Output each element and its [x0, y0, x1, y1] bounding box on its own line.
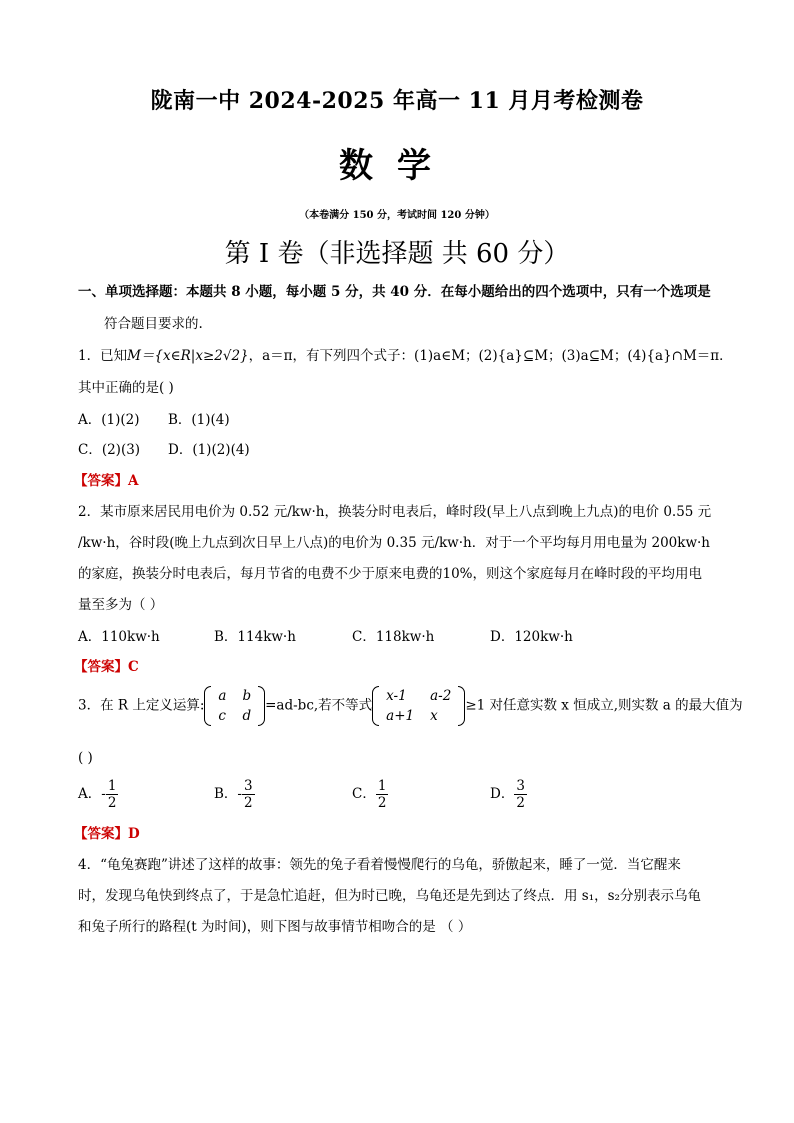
part-heading: 第 I 卷（非选择题 共 60 分） [224, 239, 570, 269]
q2-option-a: A．110kw·h [78, 629, 160, 645]
q3-answer-label: 【答案】 [74, 826, 128, 842]
q3-m1-b: b [242, 688, 252, 704]
q3-answer-value: D [128, 826, 140, 842]
q2-option-b: B．114kw·h [214, 629, 296, 645]
q3-m1-a: a [218, 688, 227, 704]
q4-line1: 4．“龟兔赛跑”讲述了这样的故事：领先的兔子看着慢慢爬行的乌龟，骄傲起来，睡了一觉．当它醒来 [78, 857, 681, 873]
q3-mid: =ad-bc,若不等式 [265, 697, 373, 714]
q3-m2-21: a+1 [386, 708, 415, 724]
q3-option-d-den: 2 [516, 795, 525, 811]
q3-line1 [78, 686, 743, 726]
q3-matrix-def [204, 686, 265, 726]
q1-lead: 1．已知 [78, 348, 128, 364]
q1-answer-label: 【答案】 [74, 473, 128, 489]
q3-option-d-fraction [514, 778, 527, 811]
section1-heading [78, 280, 711, 300]
q1-statements: ，a＝π，有下列四个式子：(1)a∈M；(2){a}⊆M；(3)a⊆M；(4){a}∩M＝π． [248, 348, 733, 364]
q2-answer [74, 655, 139, 675]
section1-heading-line2-text: 符合题目要求的. [104, 316, 203, 332]
q2-answer-label: 【答案】 [74, 659, 128, 675]
q3-option-b-label: B．- [214, 786, 242, 802]
q3-option-c-num: 1 [377, 778, 387, 794]
q3-option-c-fraction [376, 778, 389, 811]
q2-line4: 量至多为（ ） [78, 597, 164, 613]
q3-lead: 3．在 R 上定义运算: [78, 697, 205, 714]
q3-tail: ≥1 对任意实数 x 恒成立,则实数 a 的最大值为 [465, 697, 743, 714]
q3-m2-22: x [430, 708, 438, 724]
q3-m1-d: d [242, 708, 252, 724]
q3-option-b-den: 2 [243, 795, 253, 811]
q3-answer [74, 822, 140, 842]
q3-option-b-fraction [242, 778, 255, 811]
q3-option-d [490, 778, 527, 811]
q1-set-definition: M＝{x∈R|x≥2√2} [127, 348, 249, 364]
q3-option-a-label: A．- [78, 786, 106, 802]
q2-option-d: D．120kw·h [490, 629, 573, 645]
section1-heading-bold: 一、单项选择题 [78, 284, 173, 300]
q2-option-c: C．118kw·h [352, 629, 435, 645]
q3-m2-11: x-1 [386, 688, 407, 704]
q1-line2: 其中正确的是( ) [78, 380, 174, 396]
q3-matrix-inequality [372, 686, 465, 726]
section1-heading-line2 [104, 312, 203, 332]
exam-title: 陇南一中 2024-2025 年高一 11 月月考检测卷 [150, 88, 644, 114]
q3-option-a [78, 778, 118, 811]
q2-line2: /kw·h，谷时段(晚上九点到次日早上八点)的电价为 0.35 元/kw·h．对于一个平均每月用电量为 200kw·h [78, 535, 710, 551]
q3-m2-12: a-2 [430, 688, 452, 704]
q1-line1 [78, 344, 733, 364]
section1-heading-rest: ：本题共 8 小题，每小题 5 分，共 40 分．在每小题给出的四个选项中，只有一个选项是 [172, 284, 711, 300]
q3-option-b [214, 778, 255, 811]
q1-option-d: D．(1)(2)(4) [168, 442, 250, 458]
q1-option-b: B．(1)(4) [168, 412, 230, 428]
q3-option-d-label: D． [490, 786, 515, 802]
subject-title: 数学 [339, 146, 455, 186]
q3-line2: ( ) [78, 750, 93, 766]
q2-line1: 2．某市原来居民用电价为 0.52 元/kw·h，换装分时电表后，峰时段(早上八点到晚上九点)的电价 0.55 元 [78, 504, 712, 520]
exam-note: （本卷满分 150 分，考试时间 120 分钟） [299, 210, 495, 221]
q4-line2: 时，发现乌龟快到终点了，于是急忙追赶，但为时已晚，乌龟还是先到达了终点．用 s₁，s₂分别表示乌龟 [78, 888, 701, 904]
q3-option-c-label: C． [352, 786, 376, 802]
q3-option-b-num: 3 [243, 778, 253, 794]
q4-line3: 和兔子所行的路程(t 为时间)，则下图与故事情节相吻合的是 （ ） [78, 919, 472, 935]
q2-answer-value: C [128, 659, 139, 675]
q3-m1-c: c [218, 708, 226, 724]
q1-answer [74, 469, 138, 489]
q2-line3: 的家庭，换装分时电表后，每月节省的电费不少于原来电费的10%，则这个家庭每月在峰时段的平均用电 [78, 566, 703, 582]
q3-option-a-num: 1 [107, 778, 117, 794]
q3-option-c-den: 2 [377, 795, 387, 811]
q3-option-c [352, 778, 388, 811]
q1-option-a: A．(1)(2) [78, 412, 140, 428]
q3-option-a-fraction [106, 778, 119, 811]
q3-option-d-num: 3 [516, 778, 525, 794]
q1-option-c: C．(2)(3) [78, 442, 141, 458]
q1-answer-value: A [128, 473, 139, 489]
q3-option-a-den: 2 [107, 795, 117, 811]
